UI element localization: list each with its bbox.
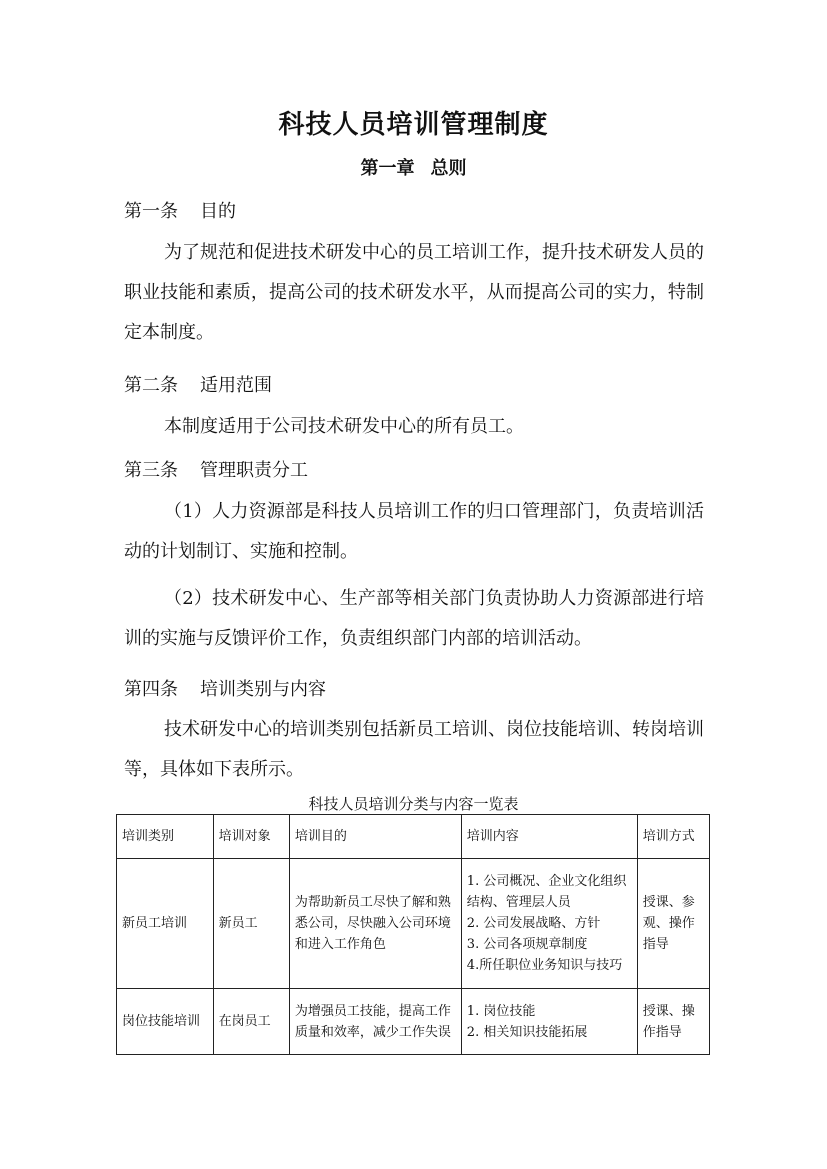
article-2-heading (124, 371, 272, 397)
content-line: 2. 公司发展战略、方针 (466, 916, 601, 931)
article-4-heading (124, 675, 326, 701)
table-row (117, 989, 710, 1055)
content-line: 3. 公司各项规章制度 (466, 937, 588, 952)
article-number: 第二条 (124, 375, 178, 396)
article-2-paragraph: 本制度适用于公司技术研发中心的所有员工。 (164, 416, 524, 437)
method-cell: 授课、参观、操作指导 (637, 859, 709, 989)
chapter-heading (0, 154, 827, 180)
category-cell: 新员工培训 (117, 859, 214, 989)
content-line: 2. 相关知识技能拓展 (466, 1024, 588, 1040)
header-cell: 培训目的 (289, 815, 461, 859)
article-number: 第四条 (124, 679, 178, 700)
table-header-row (117, 815, 710, 859)
article-1-paragraph: 为了规范和促进技术研发中心的员工培训工作，提升技术研发人员的职业技能和素质，提高公司的技术研发水平，从而提高公司的实力，特制定本制度。 (124, 242, 704, 343)
table-row (117, 859, 710, 989)
target-cell: 在岗员工 (213, 989, 289, 1055)
article-heading: 目的 (200, 201, 236, 222)
purpose-cell: 为增强员工技能，提高工作质量和效率，减少工作失误 (289, 989, 461, 1055)
header-cell: 培训方式 (637, 815, 709, 859)
content-line: 1. 岗位技能 (466, 1003, 536, 1019)
article-1-heading (124, 197, 236, 223)
article-heading: 适用范围 (200, 375, 272, 396)
article-heading: 培训类别与内容 (200, 679, 326, 700)
article-3-paragraph-1: （1）人力资源部是科技人员培训工作的归口管理部门，负责培训活动的计划制订、实施和控制。 (124, 501, 704, 562)
article-3-heading (124, 456, 308, 482)
article-heading: 管理职责分工 (200, 460, 308, 481)
header-cell: 培训对象 (213, 815, 289, 859)
article-number: 第一条 (124, 201, 178, 222)
chapter-name: 总则 (430, 158, 467, 179)
content-cell (461, 989, 637, 1055)
method-cell: 授课、操作指导 (637, 989, 709, 1055)
article-4-paragraph: 技术研发中心的培训类别包括新员工培训、岗位技能培训、转岗培训等，具体如下表所示。 (124, 719, 704, 780)
target-cell: 新员工 (213, 859, 289, 989)
content-line: 4.所任职位业务知识与技巧 (466, 958, 623, 973)
header-cell: 培训内容 (461, 815, 637, 859)
document-title: 科技人员培训管理制度 (278, 110, 549, 140)
training-table (116, 814, 710, 1055)
content-cell (461, 859, 637, 989)
category-cell: 岗位技能培训 (117, 989, 214, 1055)
article-number: 第三条 (124, 460, 178, 481)
chapter-number: 第一章 (360, 158, 415, 179)
header-cell: 培训类别 (117, 815, 214, 859)
content-line: 1. 公司概况、企业文化组织结构、管理层人员 (466, 874, 627, 910)
purpose-cell: 为帮助新员工尽快了解和熟悉公司，尽快融入公司环境和进入工作角色 (289, 859, 461, 989)
article-3-paragraph-2: （2）技术研发中心、生产部等相关部门负责协助人力资源部进行培训的实施与反馈评价工作，负责组织部门内部的培训活动。 (124, 588, 704, 649)
table-caption: 科技人员培训分类与内容一览表 (308, 795, 519, 813)
